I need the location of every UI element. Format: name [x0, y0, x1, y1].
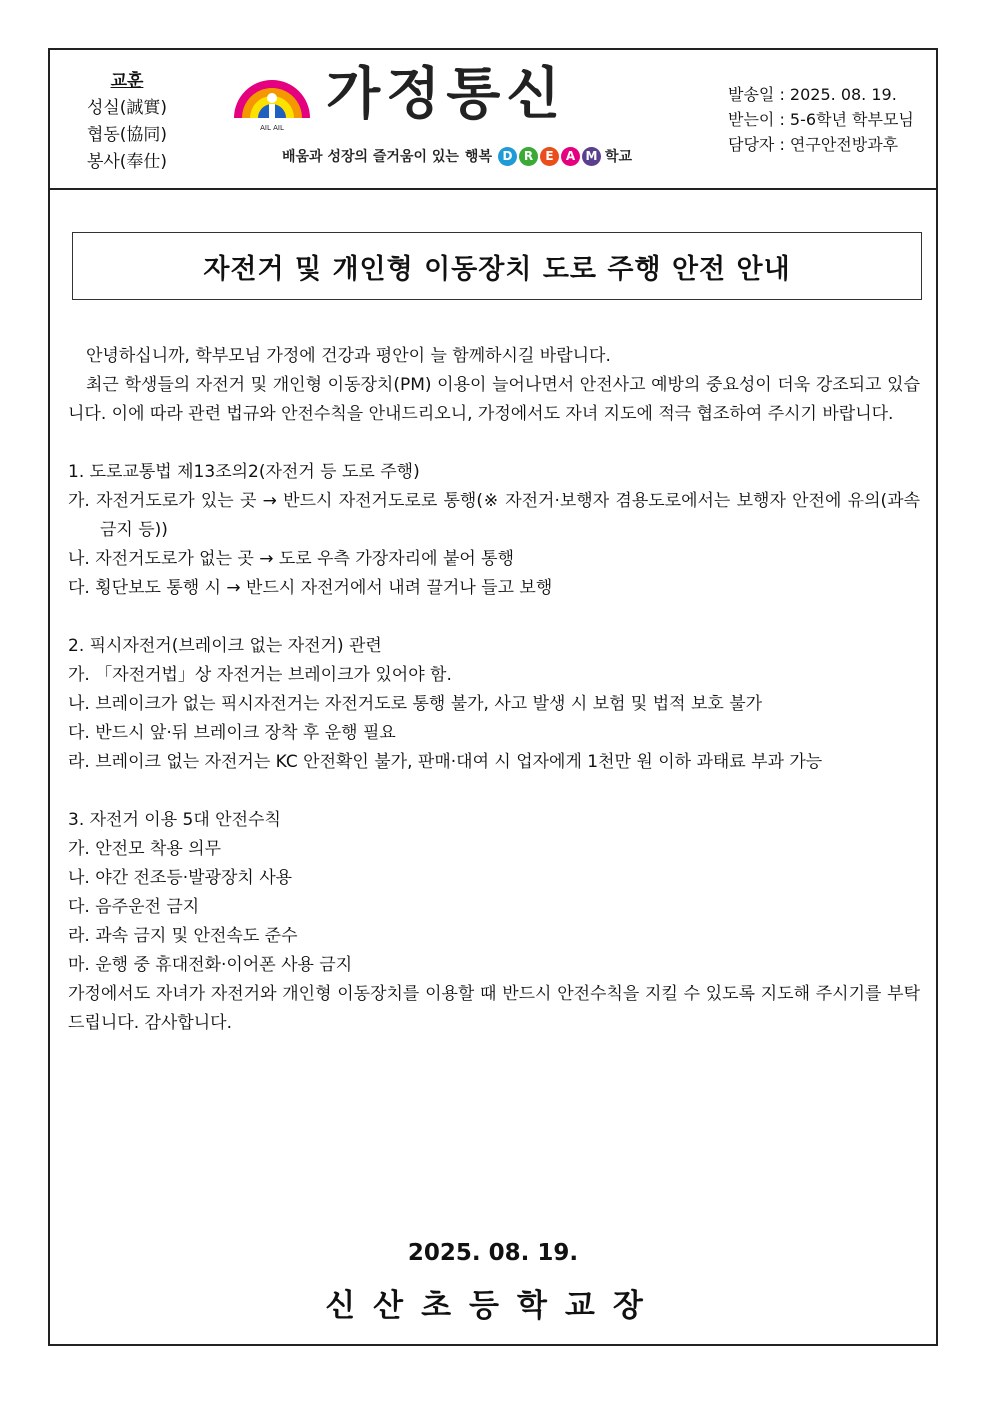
notice-title-box — [72, 232, 922, 300]
list-item: 다. 반드시 앞·뒤 브레이크 장착 후 운행 필요 — [68, 723, 396, 743]
section-traffic-law — [68, 458, 920, 603]
logo-text: AIL AIL — [260, 124, 284, 132]
section-title: 2. 픽시자전거(브레이크 없는 자전거) 관련 — [68, 636, 382, 656]
list-item: 나. 자전거도로가 없는 곳 → 도로 우측 가장자리에 붙어 통행 — [68, 549, 514, 569]
intro-paragraph: 최근 학생들의 자전거 및 개인형 이동장치(PM) 이용이 늘어나면서 안전사고 예방의 중요성이 더욱 강조되고 있습니다. 이에 따라 관련 법규와 안전수칙을 안내드리오니, 가정에서도 자녀 지도에 적극 협조하여 주시기 바랍니다. — [68, 375, 920, 424]
dream-letter: D — [498, 147, 517, 166]
list-item: 라. 과속 금지 및 안전속도 준수 — [68, 926, 298, 946]
list-item: 가. 자전거도로가 있는 곳 → 반드시 자전거도로로 통행(※ 자전거·보행자 겸용도로에서는 보행자 안전에 유의(과속 금지 등)) — [68, 491, 920, 540]
list-item: 마. 운행 중 휴대전화·이어폰 사용 금지 — [68, 955, 353, 975]
list-item: 나. 브레이크가 없는 픽시자전거는 자전거도로 통행 불가, 사고 발생 시 보험 및 법적 보호 불가 — [68, 694, 763, 714]
dream-letter: E — [540, 147, 559, 166]
masthead-title: 가정통신 — [326, 62, 567, 127]
recipient: 받는이 : 5-6학년 학부모님 — [728, 110, 914, 129]
issue-date: 2025. 08. 19. — [407, 1240, 579, 1266]
motto-title: 교훈 — [110, 71, 144, 91]
slogan-text: 배움과 성장의 즐거움이 있는 — [282, 149, 459, 165]
school-slogan — [282, 146, 632, 166]
list-item: 가. 안전모 착용 의무 — [68, 839, 221, 859]
dream-letter: R — [519, 147, 538, 166]
section-fixie — [68, 632, 920, 777]
dream-badges — [498, 147, 601, 166]
motto-item: 협동(協同) — [86, 125, 168, 145]
dream-letter: M — [582, 147, 601, 166]
section-title: 3. 자전거 이용 5대 안전수칙 — [68, 810, 281, 830]
list-item: 가. 「자전거법」상 자전거는 브레이크가 있어야 함. — [68, 665, 452, 685]
header — [50, 50, 936, 190]
owner: 담당자 : 연구안전방과후 — [728, 135, 899, 154]
motto-item: 봉사(奉仕) — [86, 152, 168, 172]
slogan-school: 학교 — [604, 149, 633, 165]
notice-body — [68, 342, 920, 1038]
sent-date: 발송일 : 2025. 08. 19. — [728, 85, 897, 104]
document-frame — [48, 48, 938, 1346]
motto-item: 성실(誠實) — [86, 98, 168, 118]
principal-signature: 신산초등학교장 — [325, 1288, 661, 1324]
list-item: 다. 음주운전 금지 — [68, 897, 200, 917]
slogan-happy: 행복 — [464, 149, 492, 165]
section-safety-rules — [68, 806, 920, 980]
dream-letter: A — [561, 147, 580, 166]
notice-title: 자전거 및 개인형 이동장치 도로 주행 안전 안내 — [203, 253, 791, 285]
school-logo — [230, 64, 314, 134]
notice-meta — [728, 82, 914, 157]
list-item: 다. 횡단보도 통행 시 → 반드시 자전거에서 내려 끌거나 들고 보행 — [68, 578, 553, 598]
list-item: 나. 야간 전조등·발광장치 사용 — [68, 868, 293, 888]
list-item: 라. 브레이크 없는 자전거는 KC 안전확인 불가, 판매·대여 시 업자에게 1천만 원 이하 과태료 부과 가능 — [68, 752, 823, 772]
school-motto — [72, 66, 182, 176]
section-title: 1. 도로교통법 제13조의2(자전거 등 도로 주행) — [68, 462, 420, 482]
closing-paragraph: 가정에서도 자녀가 자전거와 개인형 이동장치를 이용할 때 반드시 안전수칙을 지킬 수 있도록 지도해 주시기를 부탁드립니다. 감사합니다. — [68, 984, 920, 1033]
intro-paragraph: 안녕하십니까, 학부모님 가정에 건강과 평안이 늘 함께하시길 바랍니다. — [86, 346, 611, 366]
